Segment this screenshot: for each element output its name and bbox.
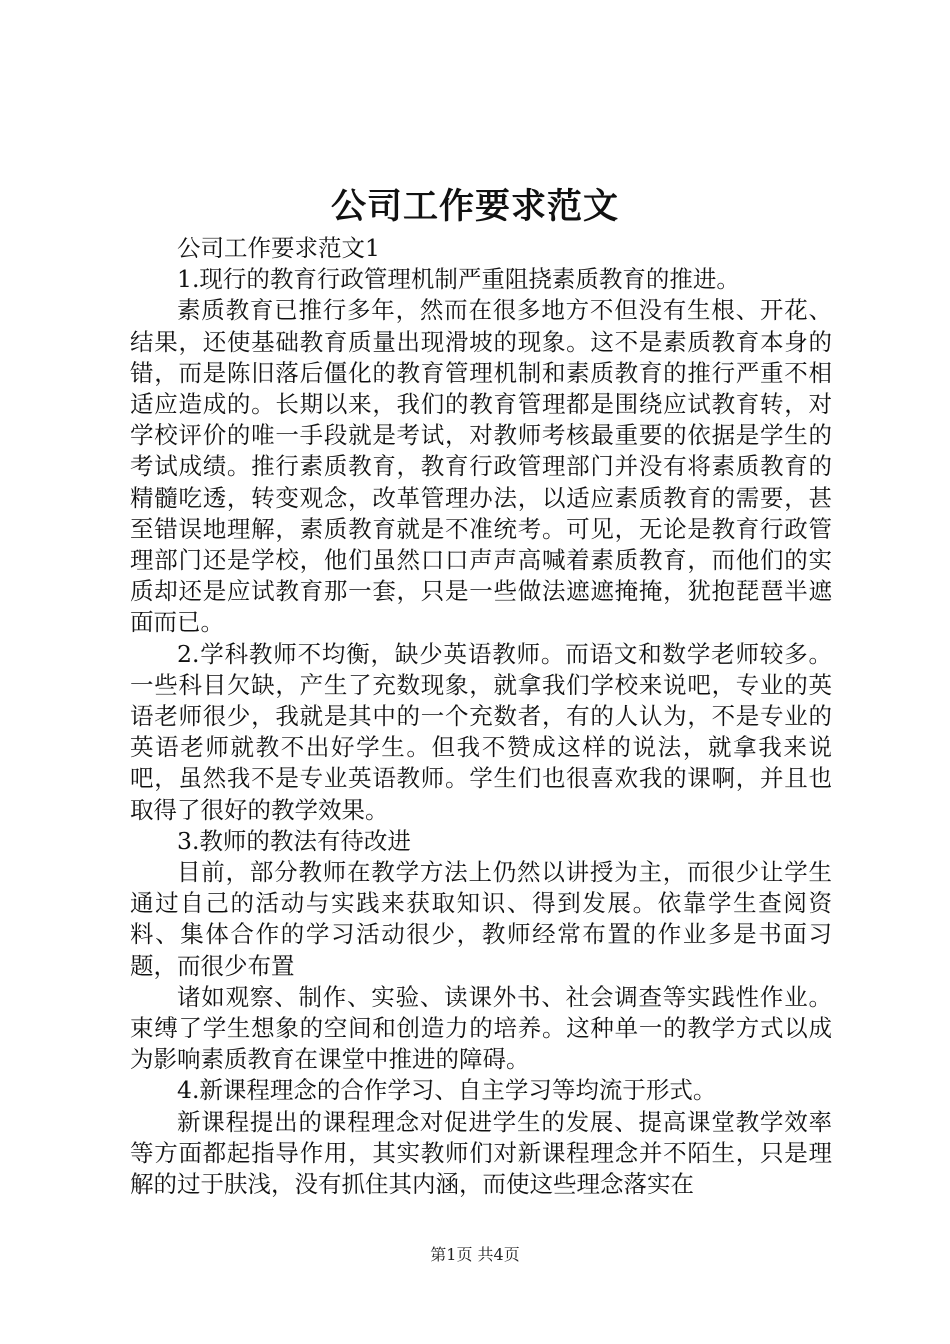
document-title: 公司工作要求范文 [330, 186, 619, 227]
point-heading-2: 2.学科教师不均衡，缺少英语教师。而语文和数学老师较多。一些科目欠缺，产生了充数现象，就拿我们学校来说吧，专业的英语老师很少，我就是其中的一个充数者，有的人认为，不是专业的英语老师就教不出好学生。但我不赞成这样的说法，就拿我来说吧，虽然我不是专业英语教师。学生们也很喜欢我的课啊，并且也取得了很好的教学效果。 [130, 639, 832, 824]
point-heading-4: 4.新课程理念的合作学习、自主学习等均流于形式。 [177, 1076, 717, 1105]
paragraph-1: 素质教育已推行多年，然而在很多地方不但没有生根、开花、结果，还使基础教育质量出现滑坡的现象。这不是素质教育本身的错，而是陈旧落后僵化的教育管理机制和素质教育的推行严重不相适应造成的。长期以来，我们的教育管理都是围绕应试教育转，对学校评价的唯一手段就是考试，对教师考核最重要的依据是学生的考试成绩。推行素质教育，教育行政管理部门并没有将素质教育的精髓吃透，转变观念，改革管理办法，以适应素质教育的需要，甚至错误地理解，素质教育就是不准统考。可见，无论是教育行政管理部门还是学校，他们虽然口口声声高喊着素质教育，而他们的实质却还是应试教育那一套，只是一些做法遮遮掩掩，犹抱琵琶半遮面而已。 [130, 296, 832, 637]
paragraph-4: 新课程提出的课程理念对促进学生的发展、提高课堂教学效率等方面都起指导作用，其实教师们对新课程理念并不陌生，只是理解的过于肤浅，没有抓住其内涵，而使这些理念落实在 [130, 1107, 832, 1199]
section-heading: 公司工作要求范文1 [177, 234, 380, 262]
page-number-footer: 第1页 共4页 [430, 1245, 520, 1264]
paragraph-3a: 目前，部分教师在教学方法上仍然以讲授为主，而很少让学生通过自己的活动与实践来获取知识、得到发展。依靠学生查阅资料、集体合作的学习活动很少，教师经常布置的作业多是书面习题，而很少布置 [130, 858, 832, 980]
point-heading-1: 1.现行的教育行政管理机制严重阻挠素质教育的推进。 [177, 265, 740, 294]
paragraph-3b: 诸如观察、制作、实验、读课外书、社会调查等实践性作业。束缚了学生想象的空间和创造力的培养。这种单一的教学方式以成为影响素质教育在课堂中推进的障碍。 [130, 982, 832, 1074]
document-body [130, 233, 832, 1200]
point-heading-3: 3.教师的教法有待改进 [177, 826, 411, 855]
